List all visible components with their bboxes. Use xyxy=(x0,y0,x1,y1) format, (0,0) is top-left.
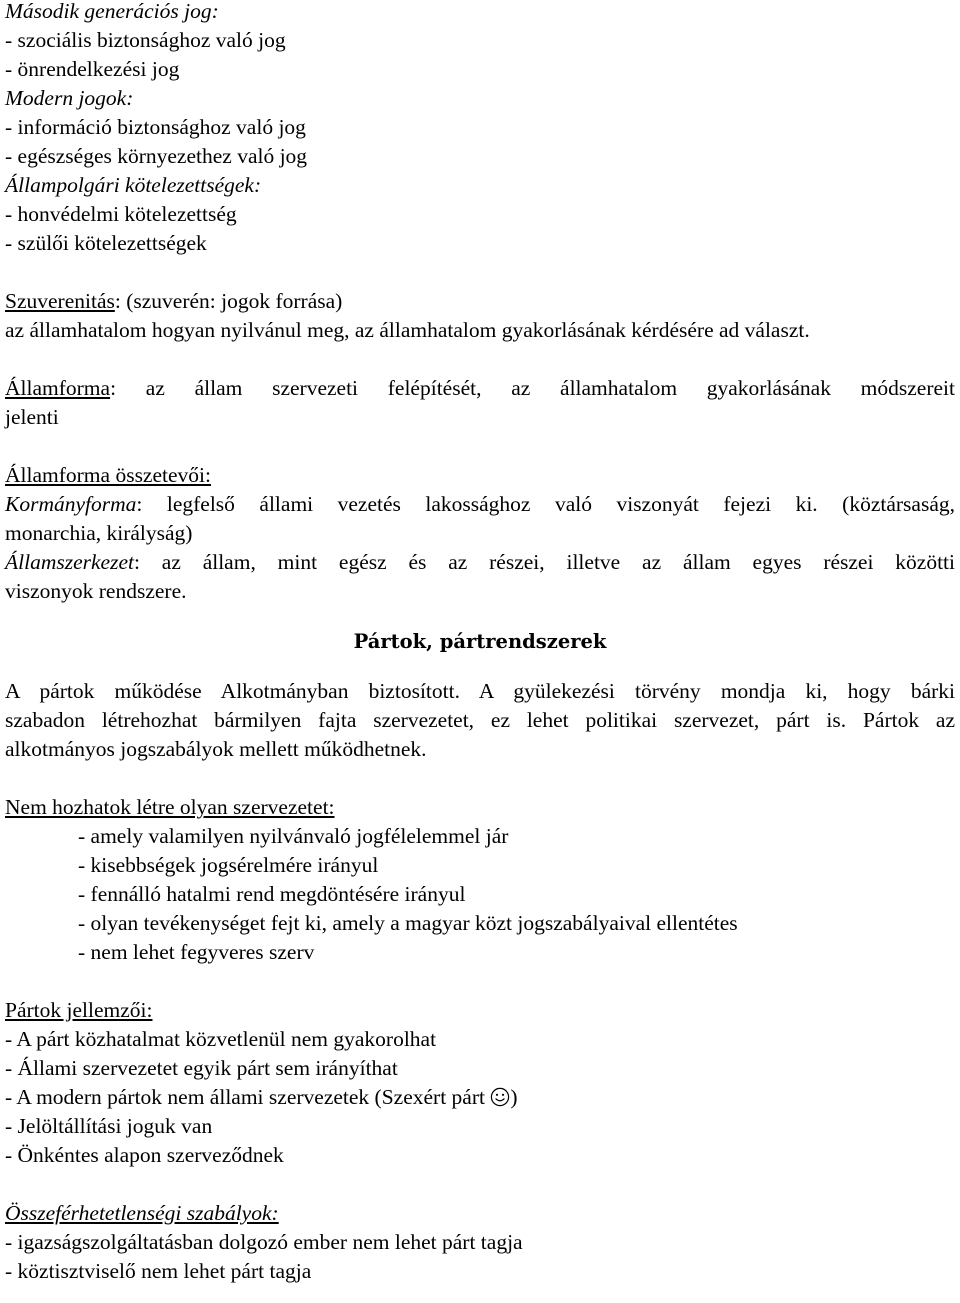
state-form-line-2: jelenti xyxy=(5,405,59,429)
sovereignty-definition: : (szuverén: jogok forrása) xyxy=(114,289,343,313)
sovereignty-term: Szuverenitás xyxy=(5,289,115,313)
list-item: - amely valamilyen nyilvánvaló jogfélelemmel jár xyxy=(78,824,509,848)
second-gen-rights-heading: Második generációs jog: xyxy=(5,0,219,23)
state-structure-term: Államszerkezet xyxy=(5,550,134,574)
obligations-heading: Állampolgári kötelezettségek: xyxy=(5,173,262,197)
government-form-paragraph: Kormányforma: legfelső állami vezetés lakossághoz való viszonyát fejezi ki. (köztársaság, monarchia, királyság) xyxy=(5,492,955,545)
list-item: - olyan tevékenységet fejt ki, amely a magyar közt jogszabályaival ellentétes xyxy=(78,911,738,935)
sovereignty-line xyxy=(5,287,955,316)
parties-intro-paragraph: A pártok működése Alkotmányban biztosított. A gyülekezési törvény mondja ki, hogy bárki szabadon létrehozhat bármilyen fajta szervezetet, ez lehet politikai szervezet, párt is. Pártok az alkotmányos jogszabályok mellett működhetnek. xyxy=(5,679,955,761)
incompatibility-heading: Összeférhetetlenségi szabályok: xyxy=(5,1201,279,1225)
list-item: - A párt közhatalmat közvetlenül nem gyakorolhat xyxy=(5,1027,437,1051)
list-item: - információ biztonsághoz való jog xyxy=(5,115,306,139)
list-item: - honvédelmi kötelezettség xyxy=(5,202,237,226)
state-form-components-heading: Államforma összetevői: xyxy=(5,463,211,487)
government-form-term: Kormányforma xyxy=(5,492,137,516)
sovereignty-explanation: az államhatalom hogyan nyilvánul meg, az államhatalom gyakorlásának kérdésére ad választ. xyxy=(5,318,810,342)
list-item: - igazságszolgáltatásban dolgozó ember nem lehet párt tagja xyxy=(5,1230,523,1254)
prohibited-heading: Nem hozhatok létre olyan szervezetet: xyxy=(5,795,335,819)
list-item: - Jelöltállítási joguk van xyxy=(5,1114,213,1138)
section-title: Pártok, pártrendszerek xyxy=(353,630,607,653)
smiley-face-icon xyxy=(490,1087,510,1107)
list-item: - Állami szervezetet egyik párt sem irányíthat xyxy=(5,1056,398,1080)
state-structure-paragraph: Államszerkezet: az állam, mint egész és az részei, illetve az állam egyes részei közötti viszonyok rendszere. xyxy=(5,550,955,603)
document-page xyxy=(5,0,955,1286)
list-item: - fennálló hatalmi rend megdöntésére irányul xyxy=(78,882,466,906)
state-form-paragraph xyxy=(5,374,955,432)
list-item: - szociális biztonsághoz való jog xyxy=(5,28,286,52)
state-form-line: Államforma: az állam szervezeti felépítését, az államhatalom gyakorlásának módszereit xyxy=(5,376,955,400)
list-item: - Önkéntes alapon szerveződnek xyxy=(5,1143,284,1167)
modern-rights-heading: Modern jogok: xyxy=(5,86,134,110)
list-item: - köztisztviselő nem lehet párt tagja xyxy=(5,1259,312,1283)
list-item: - A modern pártok nem állami szervezetek (Szexért párt ) xyxy=(5,1085,518,1109)
list-item: - nem lehet fegyveres szerv xyxy=(78,940,315,964)
list-item: - kisebbségek jogsérelmére irányul xyxy=(78,853,379,877)
state-form-term: Államforma xyxy=(5,376,111,400)
list-item: - önrendelkezési jog xyxy=(5,57,180,81)
list-item: - szülői kötelezettségek xyxy=(5,231,207,255)
party-features-heading: Pártok jellemzői: xyxy=(5,998,153,1022)
list-item: - egészséges környezethez való jog xyxy=(5,144,308,168)
